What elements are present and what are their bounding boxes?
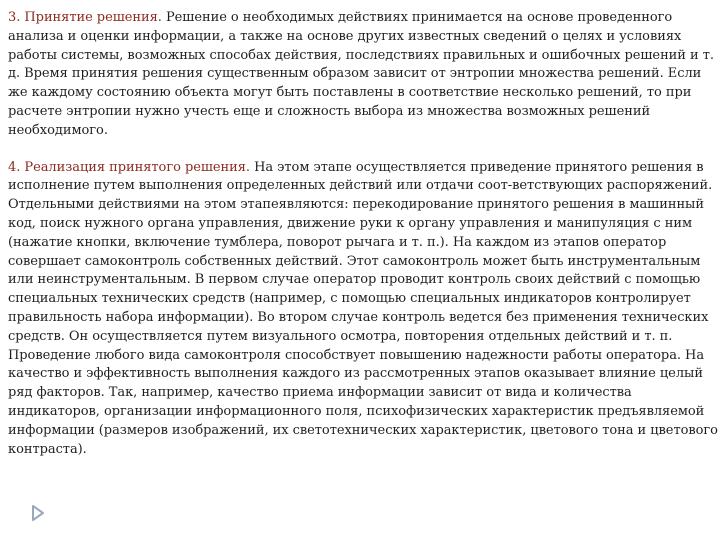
paragraph-heading: 4. Реализация принятого решения. [8,159,251,175]
paragraph-decision-making [8,9,720,141]
paragraph-heading: 3. Принятие решения. [8,10,162,25]
paragraph-decision-implementation [8,159,720,460]
paragraph-body: Решение о необходимых действиях принимается на основе проведенного анализа и оценки информации, а также на основе других известных сведений о целях и условиях работы системы, возможных способах действия, последствиях правильных и ошибочных решений и т. д. Время принятия решения существенным образом зависит от энтропии множества решений. Если же каждому состоянию объекта могут быть поставлены в соответствие несколько решений, то при расчете энтропии нужно учесть еще и сложность выбора из множества возможных решений необходимого. [8,10,714,138]
paragraph-body: На этом этапе осуществляется приведение принятого решения в исполнение путем выполнения определенных действий или отдачи соот-ветствующих распоряжений. Отдельными действиями на этом этапеявляются: перекодирование принятого решения в машинный код, поиск нужного органа управления, движение руки к органу управления и манипуляция с ним (нажатие кнопки, включение тумблера, поворот рычага и т. п.). На каждом из этапов оператор совершает самоконтроль собственных действий. Этот самоконтроль может быть инструментальным или неинструментальным. В первом случае оператор проводит контроль своих действий с помощью специальных технических средств (например, с помощью специальных индикаторов контролирует правильность набора информации). Во втором случае контроль ведется без применения технических средств. Он осуществляется путем визуального осмотра, повторения отдельных действий и т. п. Проведение любого вида самоконтроля способствует повышению надежности работы оператора. На качество и эффективность выполнения каждого из рассмотренных этапов оказывает влияние целый ряд факторов. Так, например, качество приема информации зависит от вида и количества индикаторов, организации информационного поля, психофизических характеристик предъявляемой информации (размеров изображений, их светотехнических характеристик, цветового тона и цветового контраста). [8,159,718,457]
text-content [8,9,720,459]
triangle-arrow-icon [30,504,46,522]
